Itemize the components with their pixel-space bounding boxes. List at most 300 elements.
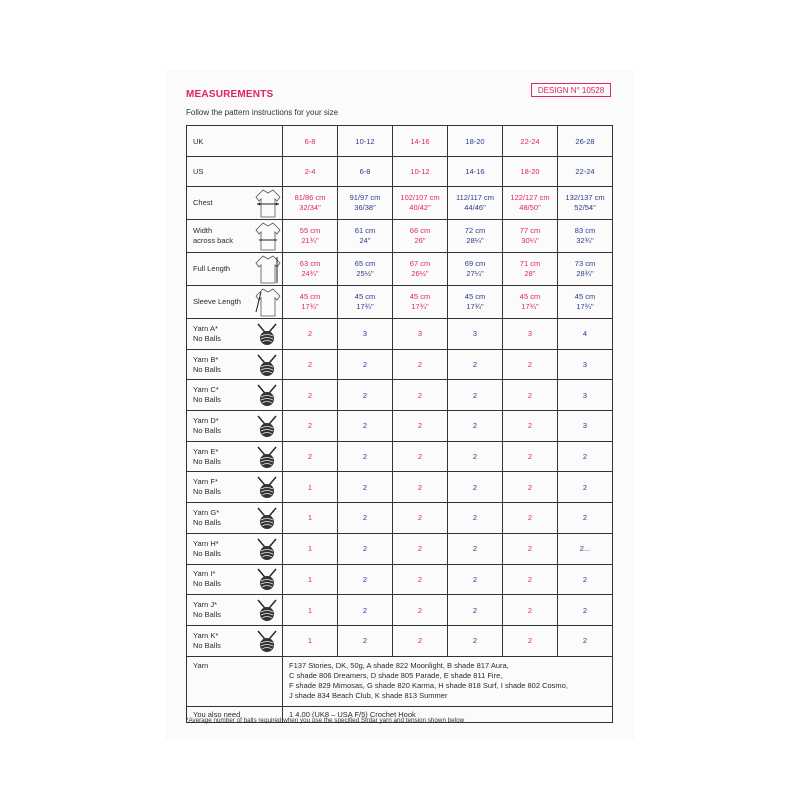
measure-in: 17¾" bbox=[356, 302, 374, 311]
ball-count-cell bbox=[558, 380, 613, 411]
measure-in: 44/46" bbox=[464, 203, 486, 212]
ball-count-cell bbox=[558, 533, 613, 564]
ball-count-cell bbox=[393, 441, 448, 472]
yarn-ball-icon bbox=[254, 352, 280, 378]
measure-cm: 65 cm bbox=[354, 259, 376, 268]
ball-count-cell bbox=[558, 625, 613, 656]
ball-count: 2 bbox=[307, 421, 313, 431]
ball-count: 2 bbox=[362, 605, 368, 615]
ball-count-cell bbox=[338, 564, 393, 595]
yarn-balls-label: No Balls bbox=[193, 395, 221, 405]
measure-icon-cell bbox=[253, 286, 283, 319]
ball-count: 2 bbox=[307, 390, 313, 400]
measure-value-cell bbox=[503, 253, 558, 286]
us-size-cell bbox=[558, 157, 613, 187]
ball-count: 2 bbox=[582, 636, 588, 646]
measure-value-cell bbox=[283, 286, 338, 319]
ball-count-cell bbox=[558, 564, 613, 595]
measure-value-cell bbox=[503, 220, 558, 253]
yarn-balls-label: No Balls bbox=[193, 487, 221, 497]
yarn-info-line: F shade 829 Mimosas, G shade 820 Karma, H shade 818 Surf, I shade 802 Cosmo, bbox=[289, 681, 568, 691]
ball-count-cell bbox=[283, 595, 338, 626]
measure-in: 30¼" bbox=[521, 236, 539, 245]
yarn-label-cell bbox=[187, 595, 253, 626]
yarn-icon-cell bbox=[253, 441, 283, 472]
ball-count-cell bbox=[558, 595, 613, 626]
yarn-name: Yarn H* bbox=[193, 538, 219, 548]
measure-value-cell bbox=[338, 253, 393, 286]
ball-count: 3 bbox=[582, 421, 588, 431]
ball-count: 2 bbox=[472, 360, 478, 370]
ball-count-cell bbox=[448, 441, 503, 472]
ball-count-cell bbox=[503, 564, 558, 595]
measure-cm: 71 cm bbox=[519, 259, 541, 268]
measure-cm: 81/86 cm bbox=[294, 193, 326, 202]
measure-label: Full Length bbox=[193, 264, 231, 273]
ball-count-cell bbox=[393, 503, 448, 534]
measure-value-cell bbox=[558, 187, 613, 220]
yarn-icon-cell bbox=[253, 472, 283, 503]
measure-cm: 67 cm bbox=[409, 259, 431, 268]
ball-count-cell bbox=[393, 564, 448, 595]
yarn-name: Yarn F* bbox=[193, 477, 218, 487]
ball-count-cell bbox=[503, 503, 558, 534]
measure-cm: 73 cm bbox=[574, 259, 596, 268]
uk-size: 10-12 bbox=[355, 136, 375, 146]
ball-count: 2 bbox=[417, 482, 423, 492]
uk-size-cell bbox=[558, 126, 613, 157]
yarn-balls-label: No Balls bbox=[193, 548, 221, 558]
ball-count: 2 bbox=[362, 421, 368, 431]
design-number-badge: DESIGN N° 10528 bbox=[531, 83, 611, 97]
also-need-value: 1 4.00 (UK8 – USA F/5) Crochet Hook bbox=[289, 709, 416, 719]
ball-count-cell bbox=[448, 625, 503, 656]
ball-count-cell bbox=[338, 411, 393, 442]
ball-count: 1 bbox=[307, 636, 313, 646]
ball-count-cell bbox=[448, 411, 503, 442]
yarn-icon-cell bbox=[253, 625, 283, 656]
ball-count: 2 bbox=[417, 452, 423, 462]
uk-size: 26-28 bbox=[575, 136, 595, 146]
measure-in: 17¾" bbox=[576, 302, 594, 311]
ball-count: 2 bbox=[582, 605, 588, 615]
ball-count: 1 bbox=[307, 513, 313, 523]
us-size-cell bbox=[393, 157, 448, 187]
ball-count: 2 bbox=[527, 544, 533, 554]
ball-count: 2 bbox=[307, 360, 313, 370]
us-size-cell bbox=[448, 157, 503, 187]
ball-count-cell bbox=[283, 411, 338, 442]
ball-count: 2 bbox=[362, 360, 368, 370]
measure-value-cell bbox=[338, 220, 393, 253]
measure-cm: 102/107 cm bbox=[400, 193, 440, 202]
yarn-balls-label: No Balls bbox=[193, 610, 221, 620]
yarn-icon-cell bbox=[253, 595, 283, 626]
yarn-balls-label: No Balls bbox=[193, 425, 221, 435]
ball-count-cell bbox=[503, 625, 558, 656]
measure-icon-cell bbox=[253, 253, 283, 286]
measure-label-cell bbox=[187, 187, 253, 220]
measure-in: 17¾" bbox=[411, 302, 429, 311]
ball-count-cell bbox=[558, 441, 613, 472]
measure-value-cell bbox=[503, 187, 558, 220]
ball-count-cell bbox=[393, 595, 448, 626]
ball-count: 2 bbox=[582, 452, 588, 462]
uk-size-cell bbox=[338, 126, 393, 157]
measure-value-cell bbox=[558, 220, 613, 253]
ball-count-cell bbox=[393, 319, 448, 350]
ball-count: 2 bbox=[362, 390, 368, 400]
ball-count: 2 bbox=[472, 452, 478, 462]
us-size: 18-20 bbox=[520, 167, 540, 176]
ball-count: 2 bbox=[362, 452, 368, 462]
measure-label-2: across back bbox=[193, 236, 234, 245]
ball-count-cell bbox=[448, 319, 503, 350]
uk-size: 18-20 bbox=[465, 136, 485, 146]
us-size-cell bbox=[283, 157, 338, 187]
measure-cm: 45 cm bbox=[519, 292, 541, 301]
ball-count: 2... bbox=[579, 544, 591, 554]
ball-count-cell bbox=[503, 319, 558, 350]
measure-cm: 66 cm bbox=[409, 226, 431, 235]
yarn-ball-icon bbox=[254, 413, 280, 439]
subtitle: Follow the pattern instructions for your size bbox=[186, 108, 339, 117]
measure-in: 17¾" bbox=[466, 302, 484, 311]
yarn-icon-cell bbox=[253, 380, 283, 411]
measure-value-cell bbox=[393, 253, 448, 286]
measure-value-cell bbox=[338, 187, 393, 220]
ball-count-cell bbox=[503, 349, 558, 380]
ball-count-cell bbox=[393, 625, 448, 656]
measure-cm: 45 cm bbox=[464, 292, 486, 301]
ball-count: 2 bbox=[527, 513, 533, 523]
ball-count-cell bbox=[558, 503, 613, 534]
ball-count: 2 bbox=[527, 482, 533, 492]
ball-count: 3 bbox=[417, 329, 423, 339]
ball-count-cell bbox=[558, 411, 613, 442]
yarn-info-line: J shade 834 Beach Club, K shade 813 Summer bbox=[289, 691, 448, 701]
ball-count-cell bbox=[503, 472, 558, 503]
measure-label: Chest bbox=[193, 198, 213, 207]
measure-label: Width bbox=[193, 226, 213, 235]
measure-value-cell bbox=[283, 187, 338, 220]
ball-count: 2 bbox=[417, 636, 423, 646]
ball-count: 2 bbox=[472, 482, 478, 492]
ball-count: 2 bbox=[582, 482, 588, 492]
yarn-name: Yarn E* bbox=[193, 446, 219, 456]
yarn-label-cell bbox=[187, 441, 253, 472]
measure-label-cell bbox=[187, 253, 253, 286]
ball-count-cell bbox=[338, 533, 393, 564]
ball-count-cell bbox=[448, 564, 503, 595]
ball-count: 2 bbox=[472, 421, 478, 431]
ball-count: 3 bbox=[582, 360, 588, 370]
ball-count-cell bbox=[283, 319, 338, 350]
width-diagram-icon bbox=[253, 220, 283, 252]
measure-cm: 132/137 cm bbox=[565, 193, 605, 202]
ball-count: 2 bbox=[307, 329, 313, 339]
ball-count: 2 bbox=[362, 482, 368, 492]
yarn-ball-icon bbox=[254, 382, 280, 408]
yarn-ball-icon bbox=[254, 474, 280, 500]
yarn-ball-icon bbox=[254, 597, 280, 623]
yarn-ball-icon bbox=[254, 444, 280, 470]
ball-count: 1 bbox=[307, 574, 313, 584]
measure-icon-cell bbox=[253, 187, 283, 220]
ball-count: 2 bbox=[527, 636, 533, 646]
measure-in: 48/50" bbox=[519, 203, 541, 212]
yarn-ball-icon bbox=[254, 566, 280, 592]
ball-count: 2 bbox=[582, 513, 588, 523]
us-label: US bbox=[193, 167, 204, 176]
ball-count: 2 bbox=[472, 544, 478, 554]
measure-in: 40/42" bbox=[409, 203, 431, 212]
ball-count: 3 bbox=[582, 390, 588, 400]
yarn-info-line: F137 Stories, DK, 50g, A shade 822 Moonlight, B shade 817 Aura, bbox=[289, 661, 509, 671]
ball-count-cell bbox=[503, 411, 558, 442]
measure-value-cell bbox=[338, 286, 393, 319]
measure-in: 26½" bbox=[411, 269, 429, 278]
yarn-name: Yarn I* bbox=[193, 569, 216, 579]
ball-count: 2 bbox=[417, 513, 423, 523]
uk-size-cell bbox=[283, 126, 338, 157]
ball-count: 2 bbox=[472, 574, 478, 584]
ball-count: 2 bbox=[527, 390, 533, 400]
yarn-icon-cell bbox=[253, 349, 283, 380]
also-need-label: You also need bbox=[193, 709, 241, 719]
ball-count-cell bbox=[283, 564, 338, 595]
yarn-balls-label: No Balls bbox=[193, 640, 221, 650]
ball-count: 2 bbox=[417, 605, 423, 615]
yarn-icon-cell bbox=[253, 503, 283, 534]
ball-count-cell bbox=[393, 380, 448, 411]
measure-in: 17¾" bbox=[521, 302, 539, 311]
us-size-cell bbox=[503, 157, 558, 187]
measure-in: 52/54" bbox=[574, 203, 596, 212]
measure-cm: 45 cm bbox=[299, 292, 321, 301]
us-size: 6-8 bbox=[359, 167, 371, 176]
ball-count-cell bbox=[283, 441, 338, 472]
ball-count-cell bbox=[338, 349, 393, 380]
measure-in: 28¼" bbox=[466, 236, 484, 245]
measure-label: Sleeve Length bbox=[193, 297, 241, 306]
ball-count: 2 bbox=[527, 452, 533, 462]
uk-label: UK bbox=[193, 136, 204, 146]
ball-count-cell bbox=[283, 503, 338, 534]
ball-count: 1 bbox=[307, 544, 313, 554]
ball-count: 4 bbox=[582, 329, 588, 339]
us-label-cell bbox=[187, 157, 283, 187]
measure-cm: 122/127 cm bbox=[510, 193, 550, 202]
uk-size: 22-24 bbox=[520, 136, 540, 146]
uk-size-cell bbox=[448, 126, 503, 157]
uk-size: 14-16 bbox=[410, 136, 430, 146]
ball-count-cell bbox=[338, 595, 393, 626]
yarn-label-cell bbox=[187, 472, 253, 503]
yarn-name: Yarn J* bbox=[193, 600, 218, 610]
measure-cm: 83 cm bbox=[574, 226, 596, 235]
ball-count: 2 bbox=[582, 574, 588, 584]
ball-count-cell bbox=[448, 503, 503, 534]
measure-in: 28¾" bbox=[576, 269, 594, 278]
yarn-info-line: C shade 806 Dreamers, D shade 805 Parade, E shade 811 Fire, bbox=[289, 671, 503, 681]
ball-count: 3 bbox=[472, 329, 478, 339]
ball-count-cell bbox=[503, 595, 558, 626]
yarn-label-cell bbox=[187, 319, 253, 350]
measure-value-cell bbox=[393, 286, 448, 319]
ball-count-cell bbox=[283, 349, 338, 380]
measure-cm: 91/97 cm bbox=[349, 193, 381, 202]
yarn-balls-label: No Balls bbox=[193, 579, 221, 589]
ball-count: 3 bbox=[362, 329, 368, 339]
us-size: 10-12 bbox=[410, 167, 430, 176]
measure-value-cell bbox=[558, 286, 613, 319]
measure-value-cell bbox=[448, 187, 503, 220]
measure-value-cell bbox=[448, 253, 503, 286]
yarn-icon-cell bbox=[253, 411, 283, 442]
measure-in: 36/38" bbox=[354, 203, 376, 212]
ball-count-cell bbox=[338, 380, 393, 411]
yarn-name: Yarn C* bbox=[193, 385, 219, 395]
us-size: 14-16 bbox=[465, 167, 485, 176]
ball-count-cell bbox=[448, 349, 503, 380]
measure-cm: 61 cm bbox=[354, 226, 376, 235]
yarn-label-cell bbox=[187, 349, 253, 380]
ball-count: 2 bbox=[362, 544, 368, 554]
measure-in: 27¼" bbox=[466, 269, 484, 278]
ball-count-cell bbox=[393, 533, 448, 564]
measure-in: 32¾" bbox=[576, 236, 594, 245]
measure-in: 28" bbox=[524, 269, 536, 278]
ball-count: 2 bbox=[417, 574, 423, 584]
ball-count-cell bbox=[393, 472, 448, 503]
ball-count-cell bbox=[558, 472, 613, 503]
measure-cm: 72 cm bbox=[464, 226, 486, 235]
yarn-name: Yarn D* bbox=[193, 415, 219, 425]
ball-count-cell bbox=[503, 441, 558, 472]
yarn-balls-label: No Balls bbox=[193, 517, 221, 527]
measure-in: 24¾" bbox=[301, 269, 319, 278]
ball-count: 2 bbox=[307, 452, 313, 462]
ball-count-cell bbox=[558, 349, 613, 380]
measure-value-cell bbox=[448, 286, 503, 319]
yarn-balls-label: No Balls bbox=[193, 333, 221, 343]
ball-count: 2 bbox=[472, 513, 478, 523]
yarn-label-cell bbox=[187, 625, 253, 656]
ball-count-cell bbox=[283, 472, 338, 503]
measure-label-cell bbox=[187, 220, 253, 253]
ball-count: 2 bbox=[527, 605, 533, 615]
yarn-ball-icon bbox=[254, 505, 280, 531]
length-diagram-icon bbox=[253, 253, 283, 285]
ball-count-cell bbox=[503, 533, 558, 564]
ball-count-cell bbox=[503, 380, 558, 411]
yarn-info-text-cell bbox=[283, 656, 613, 706]
yarn-balls-label: No Balls bbox=[193, 364, 221, 374]
measure-cm: 45 cm bbox=[354, 292, 376, 301]
uk-label-cell bbox=[187, 126, 283, 157]
measure-in: 25½" bbox=[356, 269, 374, 278]
ball-count: 2 bbox=[362, 574, 368, 584]
ball-count: 1 bbox=[307, 605, 313, 615]
yarn-ball-icon bbox=[254, 321, 280, 347]
ball-count: 2 bbox=[527, 574, 533, 584]
uk-size-cell bbox=[503, 126, 558, 157]
ball-count: 2 bbox=[417, 360, 423, 370]
measure-value-cell bbox=[283, 220, 338, 253]
measure-cm: 55 cm bbox=[299, 226, 321, 235]
ball-count: 2 bbox=[417, 421, 423, 431]
measure-in: 24" bbox=[359, 236, 371, 245]
measure-in: 32/34" bbox=[299, 203, 321, 212]
uk-size: 6-8 bbox=[304, 136, 316, 146]
yarn-label-cell bbox=[187, 533, 253, 564]
ball-count-cell bbox=[283, 533, 338, 564]
page-title: MEASUREMENTS bbox=[186, 89, 274, 100]
ball-count-cell bbox=[448, 472, 503, 503]
yarn-info-label: Yarn bbox=[193, 660, 209, 670]
ball-count-cell bbox=[338, 472, 393, 503]
measure-value-cell bbox=[283, 253, 338, 286]
ball-count-cell bbox=[338, 319, 393, 350]
ball-count-cell bbox=[558, 319, 613, 350]
measure-value-cell bbox=[558, 253, 613, 286]
ball-count-cell bbox=[338, 503, 393, 534]
yarn-info-label-cell bbox=[187, 656, 283, 706]
ball-count-cell bbox=[448, 380, 503, 411]
yarn-icon-cell bbox=[253, 319, 283, 350]
ball-count: 2 bbox=[527, 421, 533, 431]
yarn-icon-cell bbox=[253, 564, 283, 595]
yarn-label-cell bbox=[187, 411, 253, 442]
sleeve-diagram-icon bbox=[253, 286, 283, 318]
ball-count: 2 bbox=[417, 390, 423, 400]
measurements-table bbox=[186, 125, 613, 723]
measure-cm: 77 cm bbox=[519, 226, 541, 235]
ball-count: 2 bbox=[362, 636, 368, 646]
uk-size-cell bbox=[393, 126, 448, 157]
measure-cm: 45 cm bbox=[574, 292, 596, 301]
measure-icon-cell bbox=[253, 220, 283, 253]
ball-count: 2 bbox=[472, 390, 478, 400]
footnote: *Average number of balls required when you use the specified Sirdar yarn and tension shown below bbox=[186, 717, 465, 724]
us-size: 22-24 bbox=[575, 167, 595, 176]
measure-value-cell bbox=[503, 286, 558, 319]
ball-count-cell bbox=[393, 349, 448, 380]
us-size-cell bbox=[338, 157, 393, 187]
ball-count: 3 bbox=[527, 329, 533, 339]
yarn-name: Yarn A* bbox=[193, 323, 218, 333]
measure-in: 17¾" bbox=[301, 302, 319, 311]
measure-value-cell bbox=[393, 187, 448, 220]
ball-count: 2 bbox=[472, 605, 478, 615]
yarn-icon-cell bbox=[253, 533, 283, 564]
yarn-label-cell bbox=[187, 564, 253, 595]
us-size: 2-4 bbox=[304, 167, 316, 176]
yarn-name: Yarn B* bbox=[193, 354, 219, 364]
yarn-name: Yarn G* bbox=[193, 507, 220, 517]
ball-count: 2 bbox=[362, 513, 368, 523]
measure-value-cell bbox=[393, 220, 448, 253]
ball-count-cell bbox=[448, 533, 503, 564]
ball-count-cell bbox=[393, 411, 448, 442]
ball-count: 1 bbox=[307, 482, 313, 492]
yarn-label-cell bbox=[187, 380, 253, 411]
ball-count-cell bbox=[338, 441, 393, 472]
measure-label-cell bbox=[187, 286, 253, 319]
measure-cm: 45 cm bbox=[409, 292, 431, 301]
ball-count-cell bbox=[338, 625, 393, 656]
